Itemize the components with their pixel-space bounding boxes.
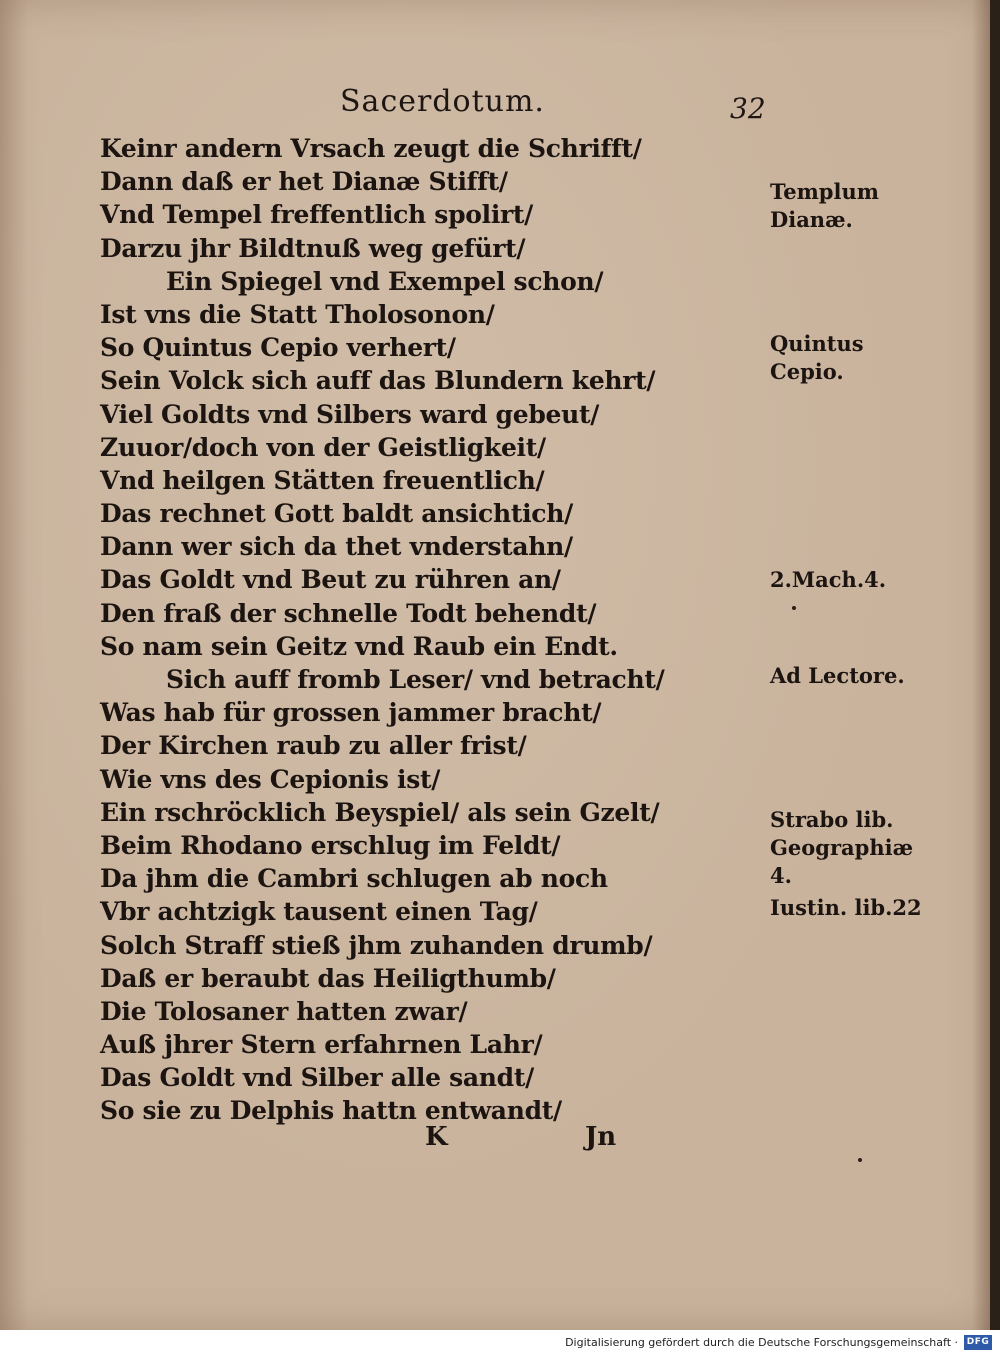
verse-line: Darzu jhr Bildtnuß weg gefürt/ [100,233,526,263]
marginal-line: Strabo lib. [770,807,894,832]
verse-line: Da jhm die Cambri schlugen ab noch [100,864,608,894]
page-number: 32 [730,92,766,125]
verse-line: Das Goldt vnd Silber alle sandt/ [100,1063,534,1093]
dfg-logo: DFG [964,1335,992,1350]
marginal-line: Geographiæ [770,835,914,860]
verse-line: Vnd Tempel freffentlich spolirt/ [100,200,533,230]
digitization-footer [0,1330,1000,1356]
catchword: Jn [585,1122,617,1152]
marginal-note-machabaeorum [770,566,886,594]
verse-line: Ist vns die Statt Tholosonon/ [100,299,495,329]
verse-line: Wie vns des Cepionis ist/ [100,764,441,794]
verse-line: So sie zu Delphis hattn entwandt/ [100,1096,562,1126]
running-head: Sacerdotum. [340,84,545,119]
verse-line: Zuuor/doch von der Geistligkeit/ [100,432,546,462]
verse-line: Daß er beraubt das Heiligthumb/ [100,963,556,993]
verse-line: Das Goldt vnd Beut zu rühren an/ [100,565,561,595]
marginal-line: Iustin. lib.22 [770,895,922,920]
marginal-line: Templum [770,179,879,204]
marginal-note-ad-lectorem [770,662,905,690]
verse-line: So Quintus Cepio verhert/ [100,333,456,363]
ink-speck [858,1158,862,1162]
marginal-note-templum [770,178,879,234]
verse-line: Vbr achtzigk tausent einen Tag/ [100,897,538,927]
verse-line: Ein Spiegel vnd Exempel schon/ [166,266,604,296]
verse-line: Solch Straff stieß jhm zuhanden drumb/ [100,930,653,960]
verse-line: Dann daß er het Dianæ Stifft/ [100,167,508,197]
verse-line: Keinr andern Vrsach zeugt die Schrifft/ [100,134,642,163]
marginal-line: 2.Mach.4. [770,567,887,592]
verse-line: Ein rschröcklich Beyspiel/ als sein Gzelt/ [100,797,660,827]
verse-line: Dann wer sich da thet vnderstahn/ [100,532,573,562]
verse-line: Sein Volck sich auff das Blundern kehrt/ [100,366,656,396]
verse-line: Beim Rhodano erschlug im Feldt/ [100,830,561,860]
marginal-note-quintus [770,330,864,386]
verse-line: Die Tolosaner hatten zwar/ [100,996,468,1026]
verse-line: Viel Goldts vnd Silbers ward gebeut/ [100,399,600,429]
signature-mark: K [425,1122,448,1152]
verse-line: So nam sein Geitz vnd Raub ein Endt. [100,631,618,661]
ink-speck [792,606,796,610]
funding-notice: Digitalisierung gefördert durch die Deutsche Forschungsgemeinschaft · [565,1336,958,1349]
marginal-note-iustin [770,894,922,922]
marginal-line: Quintus [770,331,864,356]
verse-text [100,132,664,1128]
marginal-line: Dianæ. [770,207,853,232]
verse-line: Das rechnet Gott baldt ansichtich/ [100,499,573,529]
verse-line: Vnd heilgen Stätten freuentlich/ [100,465,545,495]
verse-line: Was hab für grossen jammer bracht/ [100,698,602,728]
verse-line: Der Kirchen raub zu aller frist/ [100,731,527,761]
marginal-line: 4. [770,863,792,888]
verse-line: Den fraß der schnelle Todt behendt/ [100,598,597,628]
verse-line: Auß jhrer Stern erfahrnen Lahr/ [100,1030,543,1060]
marginal-note-strabo [770,806,913,890]
marginal-line: Cepio. [770,359,844,384]
marginal-line: Ad Lectore. [770,663,905,688]
verse-line: Sich auff fromb Leser/ vnd betracht/ [166,665,665,694]
